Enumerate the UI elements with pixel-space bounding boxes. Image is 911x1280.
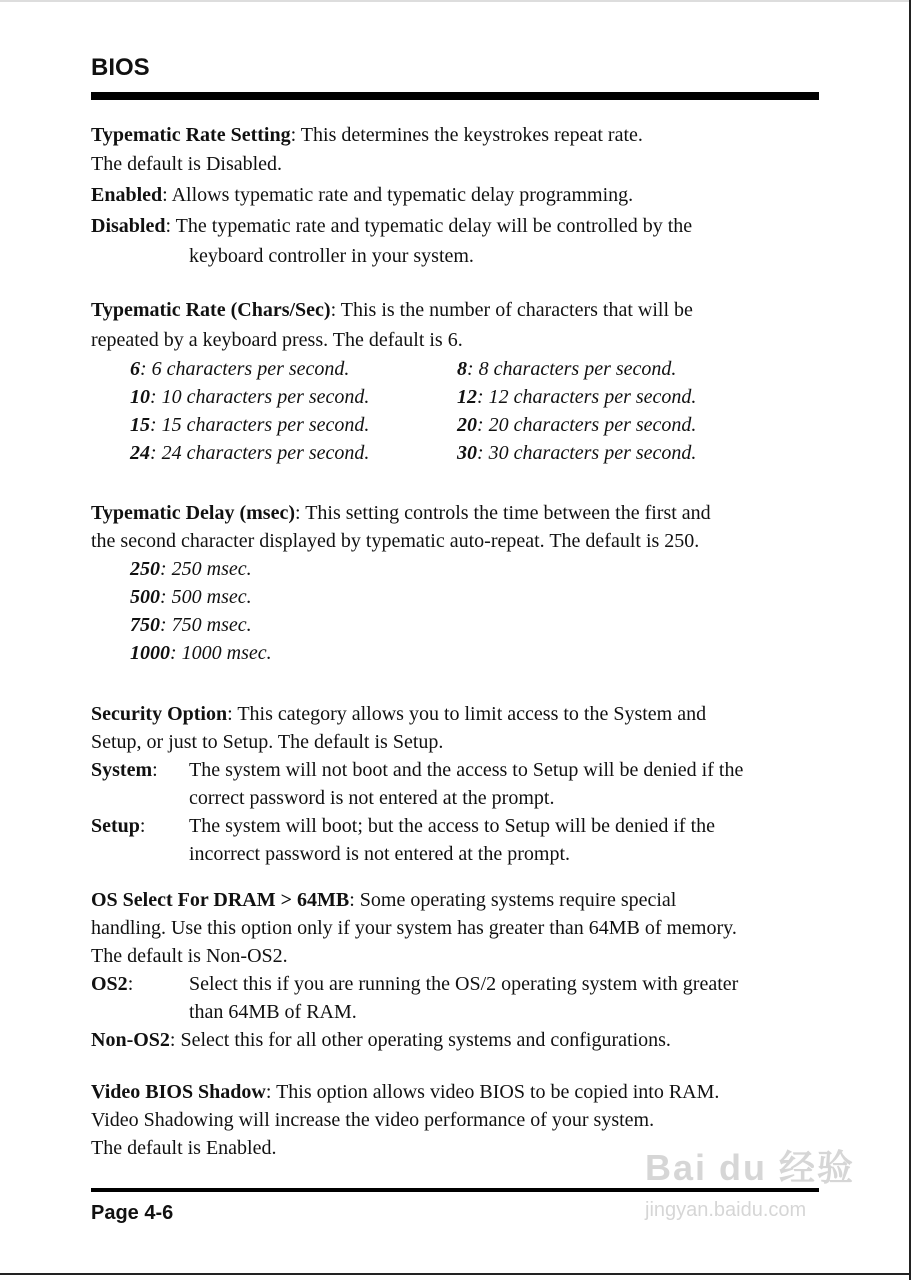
option-text: : Allows typematic rate and typematic delay programming. (162, 184, 634, 206)
option-text: : 6 characters per second. (140, 358, 350, 380)
option-text: : The typematic rate and typematic delay will be controlled by the (165, 215, 693, 237)
option-value: 15 (130, 414, 150, 436)
header-rule (91, 92, 819, 100)
delay-desc-cont: the second character displayed by typematic auto-repeat. The default is 250. (91, 530, 700, 552)
option-text-cont: keyboard controller in your system. (189, 245, 474, 267)
security-title: Security Option (91, 703, 228, 725)
option-value: 10 (130, 386, 150, 408)
option-text: Select this if you are running the OS/2 operating system with greater (189, 973, 739, 995)
os-select-os2-label (91, 972, 133, 996)
option-label: Disabled (91, 215, 166, 237)
option-label: OS2 (91, 973, 128, 995)
rate-option (457, 441, 696, 465)
security-desc-cont: Setup, or just to Setup. The default is Setup. (91, 731, 444, 753)
page-border-top (0, 0, 911, 2)
rate-setting-disabled (91, 214, 692, 238)
option-value: 250 (130, 558, 160, 580)
option-value: 12 (457, 386, 477, 408)
delay-option (130, 613, 252, 637)
baidu-watermark (645, 1140, 855, 1222)
option-colon: : (152, 759, 158, 781)
option-text-cont: correct password is not entered at the prompt. (189, 787, 555, 809)
option-text-cont: incorrect password is not entered at the prompt. (189, 843, 570, 865)
security-heading (91, 702, 706, 726)
option-text: : 30 characters per second. (477, 442, 697, 464)
option-value: 30 (457, 442, 477, 464)
option-value: 750 (130, 614, 160, 636)
page-border-bottom (0, 1273, 911, 1275)
option-text: : 1000 msec. (170, 642, 272, 664)
rate-option (457, 413, 696, 437)
option-text: : 10 characters per second. (150, 386, 370, 408)
option-value: 24 (130, 442, 150, 464)
option-text: : 15 characters per second. (150, 414, 370, 436)
option-label: Setup (91, 815, 140, 837)
rate-option (130, 385, 369, 409)
option-label: System (91, 759, 153, 781)
rate-desc: : This is the number of characters that will be (330, 299, 693, 321)
option-value: 6 (130, 358, 140, 380)
option-text: The system will not boot and the access to Setup will be denied if the (189, 759, 744, 781)
rate-setting-heading (91, 123, 643, 147)
option-text: : Select this for all other operating systems and configurations. (169, 1029, 671, 1051)
option-value: 20 (457, 414, 477, 436)
os-select-desc-cont: handling. Use this option only if your system has greater than 64MB of memory. (91, 917, 737, 939)
option-label: Enabled (91, 184, 163, 206)
rate-setting-enabled (91, 183, 633, 207)
delay-option (130, 557, 252, 581)
option-text: The system will boot; but the access to Setup will be denied if the (189, 815, 716, 837)
option-text: : 12 characters per second. (477, 386, 697, 408)
rate-setting-default: The default is Disabled. (91, 153, 283, 175)
os-select-default: The default is Non-OS2. (91, 945, 288, 967)
option-value: 8 (457, 358, 467, 380)
video-heading (91, 1080, 719, 1104)
option-text: : 750 msec. (160, 614, 252, 636)
delay-option (130, 585, 252, 609)
option-text: : 500 msec. (160, 586, 252, 608)
option-colon: : (127, 973, 134, 995)
option-value: 500 (130, 586, 160, 608)
rate-setting-desc: : This determines the keystrokes repeat rate. (290, 124, 643, 146)
rate-option (130, 441, 369, 465)
option-colon: : (139, 815, 146, 837)
video-desc: : This option allows video BIOS to be copied into RAM. (265, 1081, 720, 1103)
page-header: BIOS (91, 54, 150, 81)
security-system-label (91, 758, 158, 782)
rate-desc-cont: repeated by a keyboard press. The default is 6. (91, 329, 463, 351)
os-select-title: OS Select For DRAM > 64MB (91, 889, 350, 911)
delay-title: Typematic Delay (msec) (91, 502, 296, 524)
option-text: : 24 characters per second. (150, 442, 370, 464)
delay-heading (91, 501, 711, 525)
option-value: 1000 (130, 642, 170, 664)
delay-option (130, 641, 272, 665)
rate-heading (91, 298, 693, 322)
option-text: : 20 characters per second. (477, 414, 697, 436)
security-desc: : This category allows you to limit access to the System and (227, 703, 707, 725)
os-select-non-os2 (91, 1028, 671, 1052)
video-title: Video BIOS Shadow (91, 1081, 266, 1103)
watermark-brand: Bai du 经验 (645, 1147, 856, 1188)
rate-setting-title: Typematic Rate Setting (91, 124, 291, 146)
option-text-cont: than 64MB of RAM. (189, 1001, 357, 1023)
rate-option (130, 357, 349, 381)
page-number: Page 4-6 (91, 1202, 174, 1224)
option-label: Non-OS2 (91, 1029, 170, 1051)
watermark-url: jingyan.baidu.com (645, 1199, 807, 1221)
rate-title: Typematic Rate (Chars/Sec) (91, 299, 331, 321)
rate-option (130, 413, 369, 437)
delay-desc: : This setting controls the time between the first and (295, 502, 711, 524)
rate-option (457, 385, 696, 409)
os-select-desc: : Some operating systems require special (349, 889, 677, 911)
option-text: : 250 msec. (160, 558, 252, 580)
security-setup-label (91, 814, 145, 838)
rate-option (457, 357, 676, 381)
video-default: The default is Enabled. (91, 1137, 277, 1159)
os-select-heading (91, 888, 676, 912)
video-desc-cont: Video Shadowing will increase the video performance of your system. (91, 1109, 655, 1131)
option-text: : 8 characters per second. (467, 358, 677, 380)
